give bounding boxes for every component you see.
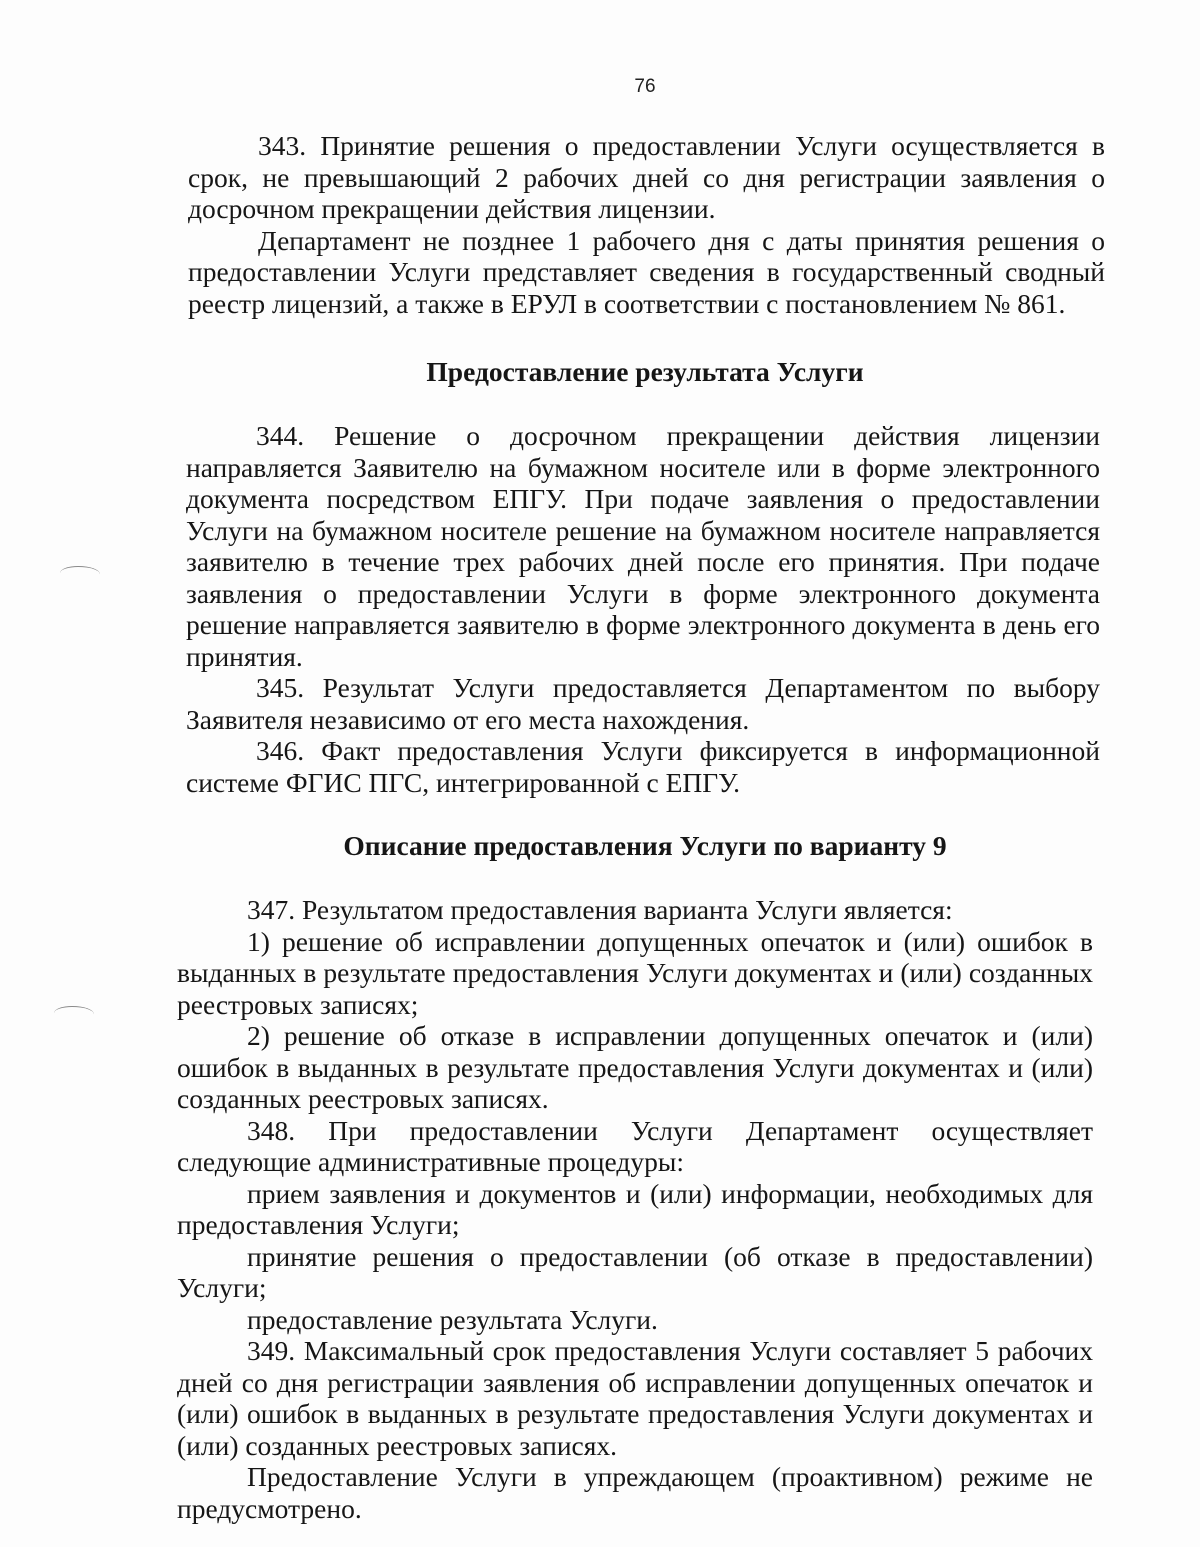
binder-hole-mark-upper (60, 566, 100, 581)
paragraph-348: 348. При предоставлении Услуги Департамент осуществляет следующие административные процедуры: (177, 1114, 1093, 1177)
paragraph-proactive-mode: Предоставление Услуги в упреждающем (проактивном) режиме не предусмотрено. (177, 1461, 1093, 1524)
procedure-decision: принятие решения о предоставлении (об отказе в предоставлении) Услуги; (177, 1240, 1093, 1303)
page-number: 76 (634, 76, 656, 97)
procedure-result: предоставление результата Услуги. (247, 1303, 658, 1335)
paragraph-department-registry: Департамент не позднее 1 рабочего дня с даты принятия решения о предоставлении Услуги представляет сведения в государственный сводный реестр лицензий, а также в ЕРУЛ в соответствии с постановлением № 861. (188, 224, 1105, 319)
section-347-349 (177, 894, 1093, 1524)
heading-variant-9: Описание предоставления Услуги по варианту 9 (343, 830, 947, 861)
procedure-intake: прием заявления и документов и (или) информации, необходимых для предоставления Услуги; (177, 1177, 1093, 1240)
heading-result-provision: Предоставление результата Услуги (426, 356, 864, 387)
paragraph-346: 346. Факт предоставления Услуги фиксируется в информационной системе ФГИС ПГС, интегрированной с ЕПГУ. (186, 735, 1100, 798)
list-item-2: 2) решение об отказе в исправлении допущенных опечаток и (или) ошибок в выданных в результате предоставления Услуги документах и (или) созданных реестровых записях. (177, 1020, 1093, 1114)
section-343 (188, 130, 1105, 319)
paragraph-345: 345. Результат Услуги предоставляется Департаментом по выбору Заявителя независимо от его места нахождения. (186, 672, 1100, 735)
paragraph-343: 343. Принятие решения о предоставлении Услуги осуществляется в срок, не превышающий 2 рабочих дней со дня регистрации заявления о досрочном прекращении действия лицензии. (188, 130, 1105, 224)
list-item-1: 1) решение об исправлении допущенных опечаток и (или) ошибок в выданных в результате предоставления Услуги документах и (или) созданных реестровых записях; (177, 925, 1093, 1020)
paragraph-347: 347. Результатом предоставления варианта Услуги является: (247, 894, 953, 925)
paragraph-344: 344. Решение о досрочном прекращении действия лицензии направляется Заявителю на бумажном носителе или в форме электронного документа посредством ЕПГУ. При подаче заявления о предоставлении Услуги на бумажном носителе решение на бумажном носителе направляется заявителю в течение трех рабочих дней после его принятия. При подаче заявления о предоставлении Услуги в форме электронного документа решение направляется заявителю в форме электронного документа в день его принятия. (186, 420, 1100, 672)
paragraph-349: 349. Максимальный срок предоставления Услуги составляет 5 рабочих дней со дня регистрации заявления об исправлении допущенных опечаток и (или) ошибок в выданных в результате предоставления Услуги документах и (или) созданных реестровых записях. (177, 1335, 1093, 1461)
binder-hole-mark-lower (54, 1006, 94, 1021)
section-344-346 (186, 420, 1100, 798)
